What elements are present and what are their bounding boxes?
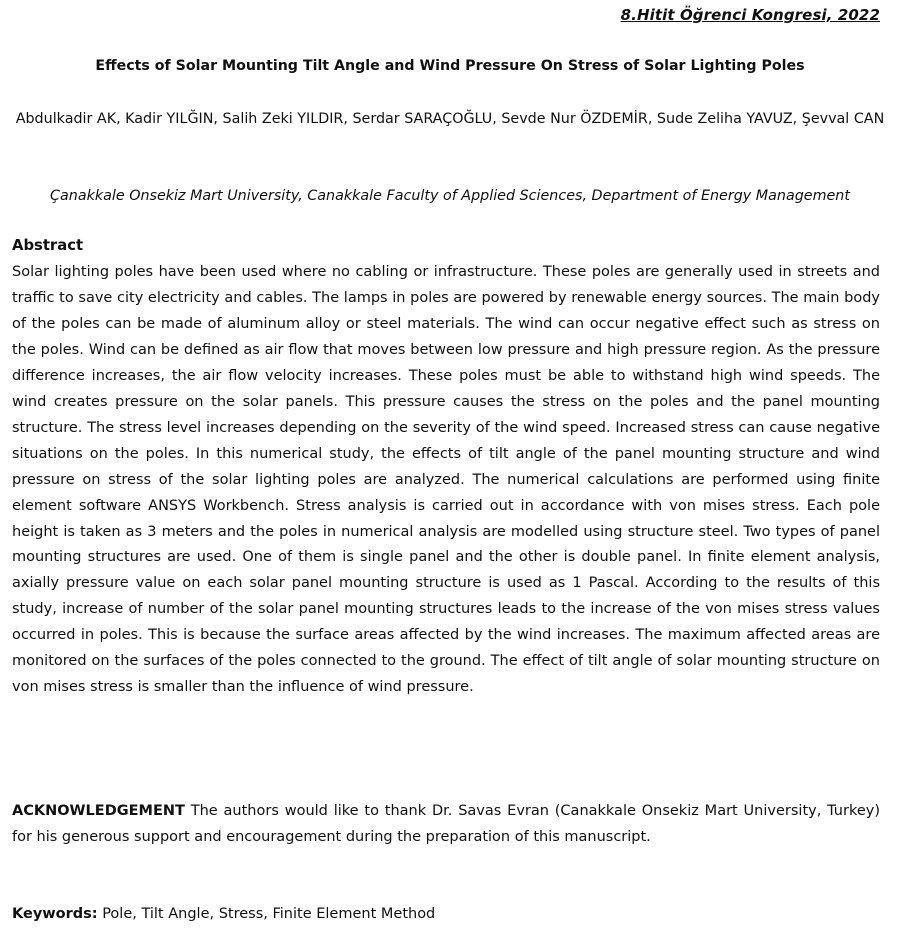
acknowledgement bbox=[12, 799, 880, 851]
abstract-text: Solar lighting poles have been used where no cabling or infrastructure. These poles are generally used in streets and traffic to save city electricity and cables. The lamps in poles are powered by renewable energy sources. The main body of the poles can be made of aluminum alloy or steel materials. The wind can occur negative effect such as stress on the poles. Wind can be defined as air flow that moves between low pressure and high pressure region. As the pressure difference increases, the air flow velocity increases. These poles must be able to withstand high wind speeds. The wind creates pressure on the solar panels. This pressure causes the stress on the poles and the panel mounting structure. The stress level increases depending on the severity of the wind speed. Increased stress can cause negative situations on the poles. In this numerical study, the effects of tilt angle of the panel mounting structure and wind pressure on stress of the solar lighting poles are analyzed. The numerical calculations are performed using finite element software ANSYS Workbench. Stress analysis is carried out in accordance with von mises stress. Each pole height is taken as 3 meters and the poles in numerical analysis are modelled using structure steel. Two types of panel mounting structures are used. One of them is single panel and the other is double panel. In finite element analysis, axially pressure value on each solar panel mounting structure is used as 1 Pascal. According to the results of this study, increase of number of the solar panel mounting structures leads to the increase of the von mises stress values occurred in poles. This is because the surface areas affected by the wind increases. The maximum affected areas are monitored on the surfaces of the poles connected to the ground. The effect of tilt angle of solar mounting structure on von mises stress is smaller than the influence of wind pressure. bbox=[12, 264, 880, 696]
keywords-label: Keywords: bbox=[12, 906, 98, 922]
affiliation: Çanakkale Onsekiz Mart University, Canakkale Faculty of Applied Sciences, Department of Energy Management bbox=[50, 188, 850, 204]
paper-title: Effects of Solar Mounting Tilt Angle and Wind Pressure On Stress of Solar Lighting Poles bbox=[95, 58, 805, 74]
keywords-text: Pole, Tilt Angle, Stress, Finite Element Method bbox=[97, 906, 436, 922]
keywords bbox=[12, 902, 435, 926]
conference-header: 8.Hitit Öğrenci Kongresi, 2022 bbox=[620, 6, 880, 24]
abstract-heading: Abstract bbox=[12, 237, 84, 254]
acknowledgement-label: ACKNOWLEDGEMENT bbox=[12, 803, 185, 819]
author-list: Abdulkadir AK, Kadir YILĞIN, Salih Zeki YILDIR, Serdar SARAÇOĞLU, Sevde Nur ÖZDEMİR, Sude Zeliha YAVUZ, Şevval CAN bbox=[15, 111, 885, 127]
acknowledgement-text: The authors would like to thank Dr. Savas Evran (Canakkale Onsekiz Mart University, Turkey) for his generous support and encouragement during the preparation of this manuscript. bbox=[12, 803, 880, 845]
